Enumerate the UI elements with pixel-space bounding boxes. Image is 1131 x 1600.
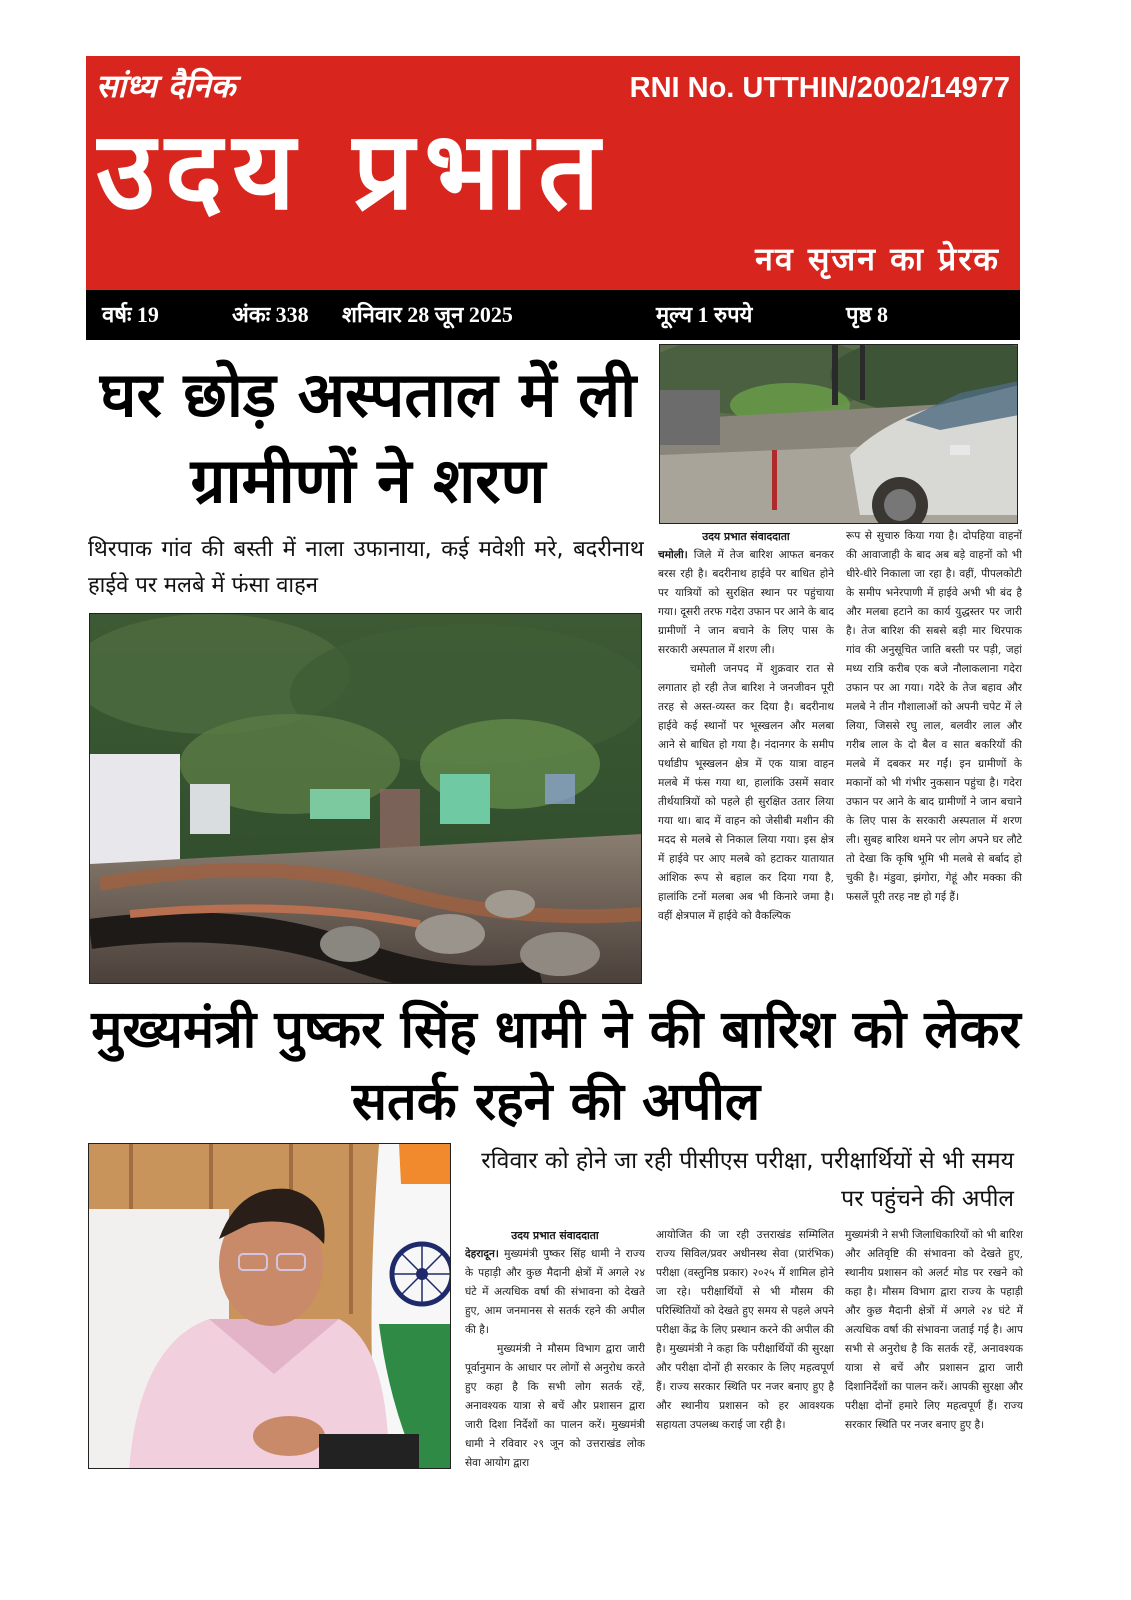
story2-subheadline: रविवार को होने जा रही पीसीएस परीक्षा, परीक्षार्थियों से भी समय पर पहुंचने की अपील [481,1148,1014,1212]
edition-label: सांध्य दैनिक [96,67,236,105]
page-count: पृष्ठ 8 [846,302,888,327]
issue-info-bar [86,290,1020,340]
story1-subheadline: थिरपाक गांव की बस्ती में नाला उफानाया, कई मवेशी मरे, बदरीनाथ हाईवे पर मलबे में फंसा वाहन [88,537,644,598]
story1-dateline: चमोली। [658,549,688,561]
story2-paragraph: मुख्यमंत्री ने सभी जिलाधिकारियों को भी बारिश और अतिवृष्टि की संभावना को देखते हुए, स्थानीय प्रशासन को अलर्ट मोड पर रखने को कहा है। मौसम विभाग द्वारा राज्य के पहाड़ी और कुछ मैदानी क्षेत्रों में अगले २४ घंटे में अत्यधिक वर्षा की संभावना जताई गई है। आप सभी से अनुरोध है कि सतर्क रहें, अनावश्यक यात्रा से बचें और प्रशासन द्वारा जारी दिशानिर्देशों का पालन करें। आपकी सुरक्षा और परीक्षा दोनों हमारे लिए महत्वपूर्ण हैं। राज्य सरकार स्थिति पर नजर बनाए हुए है। [845,1229,1023,1431]
story1-paragraph: चमोली जनपद में शुक्रवार रात से लगातार हो रही तेज बारिश ने जनजीवन पूरी तरह से अस्त-व्यस्त कर दिया है। बदरीनाथ हाईवे कई स्थानों पर भूस्खलन और मलबा आने से बाधित हो गया है। नंदानगर के समीप पर्थाडीप भूस्खलन क्षेत्र में एक यात्रा वाहन मलबे में फंस गया था, हालांकि उसमें सवार तीर्थयात्रियों को पहले ही सुरक्षित उतार लिया गया था। बाद में वाहन को जेसीबी मशीन की मदद से मलबे से निकाल लिया गया। इस क्षेत्र में हाईवे पर आए मलबे को हटाकर यातायात आंशिक रूप से बहाल कर दिया गया है, हालांकि टनों मलबा अब भी किनारे जमा है। वहीं क्षेत्रपाल में हाईवे को वैकल्पिक [658,663,834,922]
story1-column-1 [658,527,834,987]
landslide-photo-graphic [90,614,642,984]
issue-number: अंकः 338 [232,302,309,327]
story2-byline: उदय प्रभात संवाददाता [511,1229,599,1242]
story1-column-2 [846,527,1022,987]
issue-date: शनिवार 28 जून 2025 [342,302,513,327]
chief-minister-photo [88,1143,451,1469]
story2-dateline: देहरादून। [465,1248,499,1260]
chief-minister-photo-graphic [89,1144,451,1469]
story1-paragraph: जिले में तेज बारिश आफत बनकर बरस रही है। बदरीनाथ हाईवे पर बाधित होने पर यात्रियों को सुरक्षित स्थान पर पहुंचाया गया। दूसरी तरफ गदेरा उफान पर आने के बाद ग्रामीणों ने जान बचाने के लिए पास के सरकारी अस्पताल में शरण ली। [658,549,834,656]
newspaper-logo-title: उदय प्रभात [96,112,610,232]
story2-column-3 [845,1226,1023,1476]
car-photo-graphic [660,345,1018,524]
story2-headline: मुख्यमंत्री पुष्कर सिंह धामी ने की बारिश को लेकर सतर्क रहने की अपील [91,1000,1021,1132]
newspaper-slogan: नव सृजन का प्रेरक [755,240,1000,278]
volume-year: वर्षः 19 [102,302,159,327]
price: मूल्य 1 रुपये [656,302,753,327]
masthead [86,56,1020,290]
story1-headline: घर छोड़ अस्पताल में ली ग्रामीणों ने शरण [99,358,637,517]
car-stuck-in-debris-photo [659,344,1018,524]
story2-paragraph: मुख्यमंत्री ने मौसम विभाग द्वारा जारी पूर्वानुमान के आधार पर लोगों से अनुरोध करते हुए कहा है कि सभी लोग सतर्क रहें, अनावश्यक यात्रा से बचें और प्रशासन द्वारा जारी दिशा निर्देशों का पालन करें। मुख्यमंत्री धामी ने रविवार २९ जून को उत्तराखंड लोक सेवा आयोग द्वारा [465,1343,645,1469]
story2-column-2 [656,1226,834,1476]
story1-byline: उदय प्रभात संवाददाता [702,530,790,543]
story1-paragraph: रूप से सुचारु किया गया है। दोपहिया वाहनों की आवाजाही के बाद अब बड़े वाहनों को भी धीरे-धीरे निकाला जा रहा है। वहीं, पीपलकोटी के समीप भनेरपाणी में हाईवे अभी भी बंद है और मलबा हटाने का कार्य युद्धस्तर पर जारी है। तेज बारिश की सबसे बड़ी मार थिरपाक गांव की अनुसूचित जाति बस्ती पर पड़ी, जहां मध्य रात्रि करीब एक बजे नौलाकलाना गदेरा उफान पर आ गया। गदेरे के तेज बहाव और मलबे ने तीन गौशालाओं को अपनी चपेट में ले लिया, जिससे रघु लाल, बलवीर लाल और गरीब लाल के दो बैल व सात बकरियों की मलबे में दबकर मर गईं। इन ग्रामीणों के मकानों को भी गंभीर नुकसान पहुंचा है। गदेरा उफान पर आने के बाद ग्रामीणों ने जान बचाने के लिए पास के सरकारी अस्पताल में शरण ली। सुबह बारिश थमने पर लोग अपने घर लौटे तो देखा कि कृषि भूमि भी मलबे से बर्बाद हो चुकी है। मंडुवा, झंगोरा, गेहूं और मक्का की फसलें पूरी तरह नष्ट हो गई हैं। [846,530,1022,903]
story2-column-1 [465,1226,645,1476]
registration-number: RNI No. UTTHIN/2002/14977 [629,72,1010,104]
story2-paragraph: आयोजित की जा रही उत्तराखंड सम्मिलित राज्य सिविल/प्रवर अधीनस्थ सेवा (प्रारंभिक) परीक्षा (वस्तुनिष्ठ प्रकार) २०२५ में शामिल होने जा रहे। परीक्षार्थियों से भी मौसम की परिस्थितियों को देखते हुए समय से पहले अपने परीक्षा केंद्र के लिए प्रस्थान करने की अपील की है। मुख्यमंत्री ने कहा कि परीक्षार्थियों की सुरक्षा और परीक्षा दोनों ही सरकार के लिए महत्वपूर्ण हैं। राज्य सरकार स्थिति पर नजर बनाए हुए है और स्थानीय प्रशासन को हर आवश्यक सहायता उपलब्ध कराई जा रही है। [656,1229,834,1431]
landslide-debris-photo [89,613,642,984]
story2-paragraph: मुख्यमंत्री पुष्कर सिंह धामी ने राज्य के पहाड़ी और कुछ मैदानी क्षेत्रों में अगले २४ घंटे में अत्यधिक वर्षा की संभावना को देखते हुए, आम जनमानस से सतर्क रहने की अपील की है। [465,1248,645,1336]
